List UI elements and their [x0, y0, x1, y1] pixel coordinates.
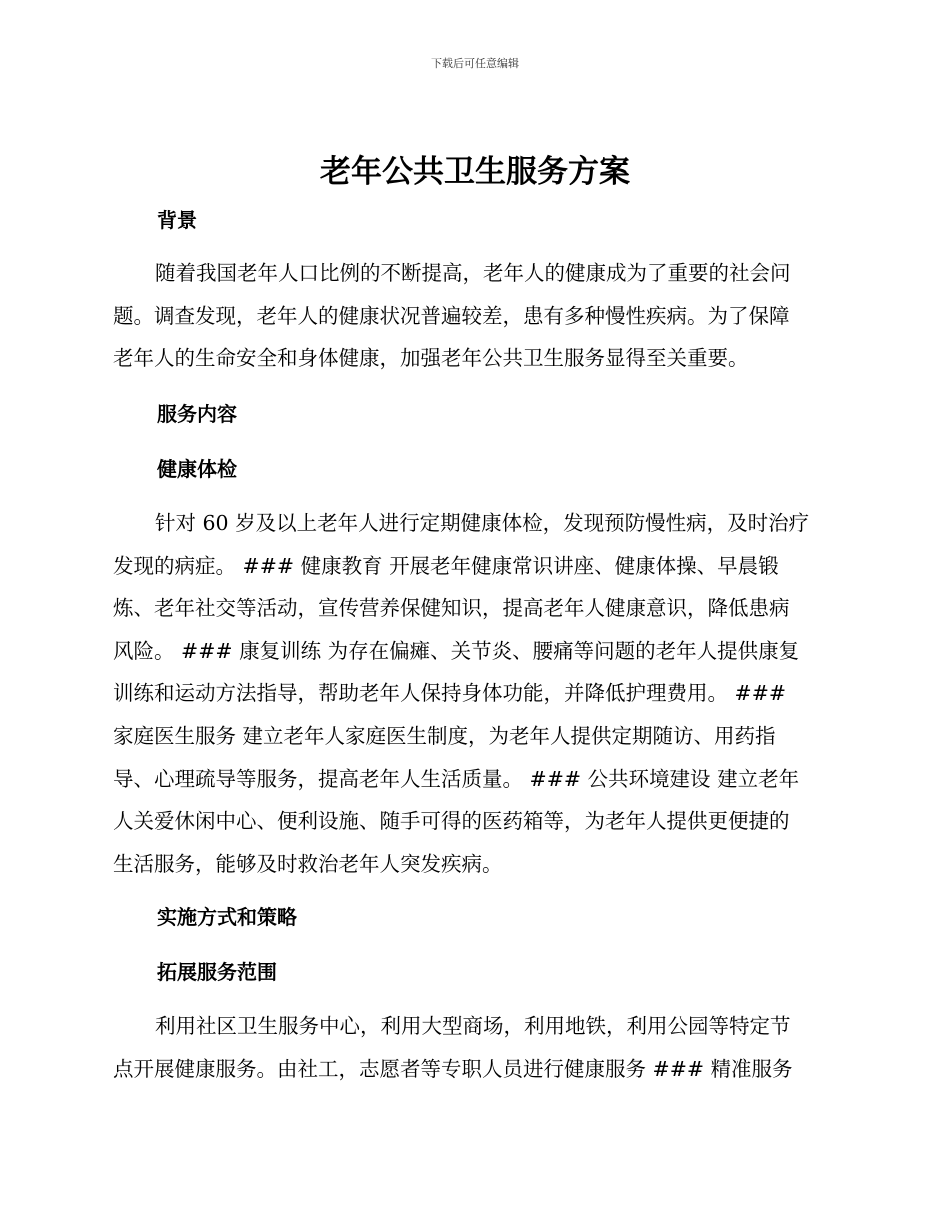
paragraph-background: [113, 252, 837, 380]
paragraph-line: 生活服务，能够及时救治老年人突发疾病。: [113, 851, 503, 876]
paragraph-health-check: [113, 502, 837, 885]
paragraph-line: 随着我国老年人口比例的不断提高，老年人的健康成为了重要的社会问: [155, 261, 791, 285]
paragraph-line: 家庭医生服务 建立老年人家庭医生制度，为老年人提供定期随访、用药指: [113, 723, 776, 748]
paragraph-line: 老年人的生命安全和身体健康，加强老年公共卫生服务显得至关重要。: [113, 346, 749, 371]
heading-background: 背景: [157, 208, 197, 232]
document-title: 老年公共卫生服务方案: [320, 154, 630, 190]
heading-expand-scope: 拓展服务范围: [157, 960, 277, 984]
paragraph-line: 导、心理疏导等服务，提高老年人生活质量。 ### 公共环境建设 建立老年: [113, 766, 800, 791]
paragraph-line: 利用社区卫生服务中心，利用大型商场，利用地铁，利用公园等特定节: [155, 1014, 791, 1038]
paragraph-line: 风险。 ### 康复训练 为存在偏瘫、关节炎、腰痛等问题的老年人提供康复: [113, 638, 800, 663]
header-note: 下载后可任意编辑: [431, 57, 519, 70]
paragraph-line: 训练和运动方法指导，帮助老年人保持身体功能，并降低护理费用。 ###: [113, 681, 787, 706]
paragraph-line: 发现的病症。 ### 健康教育 开展老年健康常识讲座、健康体操、早晨锻: [113, 553, 779, 578]
paragraph-line: 炼、老年社交等活动，宣传营养保健知识，提高老年人健康意识，降低患病: [113, 596, 790, 621]
heading-health-check: 健康体检: [157, 457, 237, 481]
paragraph-line: 人关爱休闲中心、便利设施、随手可得的医药箱等，为老年人提供更便捷的: [113, 809, 790, 834]
paragraph-line: 题。调查发现，老年人的健康状况普遍较差，患有多种慢性疾病。为了保障: [113, 303, 790, 328]
heading-service-content: 服务内容: [157, 402, 237, 426]
heading-implementation: 实施方式和策略: [157, 905, 297, 929]
paragraph-line: 点开展健康服务。由社工，志愿者等专职人员进行健康服务 ### 精准服务: [113, 1056, 793, 1081]
paragraph-line: 针对 60 岁及以上老年人进行定期健康体检，发现预防慢性病，及时治疗: [155, 511, 810, 535]
paragraph-expand-scope: [113, 1005, 837, 1090]
